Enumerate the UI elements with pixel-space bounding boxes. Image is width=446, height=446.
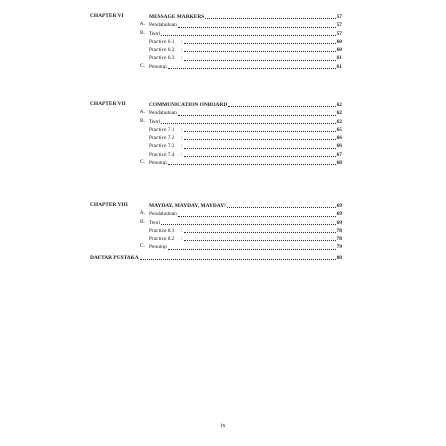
section-entry[interactable] <box>149 118 342 126</box>
practice-entry[interactable] <box>149 46 342 54</box>
entry-page: 69 <box>336 211 342 218</box>
entry-page: 79 <box>336 244 342 251</box>
practice-entry[interactable] <box>149 126 342 134</box>
entry-label: Teori <box>149 30 161 37</box>
entry-label: Penutup <box>149 244 167 251</box>
section-entry[interactable] <box>149 63 342 71</box>
dot-leader <box>227 207 336 208</box>
chapter-number: CHAPTER VII <box>90 101 126 107</box>
item-letter: A. <box>139 109 145 116</box>
entry-page: 66 <box>336 143 342 150</box>
item-letter: C. <box>140 243 145 250</box>
entry-label: Teori <box>149 219 161 226</box>
dot-leader <box>184 51 336 52</box>
entry-colon: : <box>180 143 182 150</box>
entry-label: Practice 7.1 <box>149 126 175 133</box>
chapter-title-entry[interactable] <box>149 101 342 109</box>
entry-page: 60 <box>336 38 342 45</box>
dot-leader <box>168 249 336 250</box>
item-letter: B. <box>140 117 145 124</box>
section-entry[interactable] <box>149 210 342 218</box>
entry-label: Teori <box>149 118 161 125</box>
entry-label: Penutup <box>149 63 167 70</box>
entry-page: 68 <box>336 159 342 166</box>
entry-page: 61 <box>336 63 342 70</box>
entry-page: 66 <box>336 135 342 141</box>
section-entry[interactable] <box>149 243 342 251</box>
entry-page: 60 <box>336 47 342 53</box>
entry-label: Practice 6.2 <box>149 47 175 53</box>
practice-entry[interactable] <box>149 142 342 150</box>
section-entry[interactable] <box>149 21 342 29</box>
entry-label: Pendahuluan <box>149 110 177 117</box>
dot-leader <box>228 106 335 107</box>
dot-leader <box>184 240 336 241</box>
item-letter: A. <box>139 210 145 217</box>
dot-leader <box>168 68 336 69</box>
bibliography-label: DAFTAR PUSTAKA <box>90 255 139 261</box>
section-entry[interactable] <box>149 159 342 167</box>
chapter-title-entry[interactable] <box>149 202 342 210</box>
entry-colon: : <box>180 135 182 141</box>
chapter-page: 62 <box>336 102 342 108</box>
entry-page: 67 <box>336 151 342 158</box>
section-entry[interactable] <box>149 109 342 117</box>
section-entry[interactable] <box>149 219 342 227</box>
dot-leader <box>184 148 336 149</box>
chapter-page: 69 <box>336 203 342 209</box>
entry-page: 57 <box>336 22 342 29</box>
section-entry[interactable] <box>149 30 342 38</box>
entry-colon: : <box>180 151 182 158</box>
practice-entry[interactable] <box>149 134 342 142</box>
item-letter: B. <box>140 218 145 225</box>
entry-label: Practice 8.2 <box>149 236 175 242</box>
chapter-title-entry[interactable] <box>149 13 342 21</box>
item-letter: B. <box>140 29 145 36</box>
entry-colon: : <box>180 236 182 242</box>
dot-leader <box>140 259 336 260</box>
item-letter: C. <box>140 62 145 69</box>
entry-colon: : <box>180 126 182 133</box>
entry-label: Pendahuluan <box>149 211 177 218</box>
entry-label: Penutup <box>149 159 167 166</box>
dot-leader <box>184 139 336 140</box>
entry-colon: : <box>180 38 182 45</box>
entry-colon: : <box>180 47 182 53</box>
entry-label: Practice 6.3 <box>149 55 175 62</box>
entry-page: 69 <box>336 219 342 226</box>
item-letter: C. <box>140 158 145 165</box>
item-letter: A. <box>139 21 145 28</box>
entry-page: 61 <box>336 55 342 62</box>
dot-leader <box>178 216 336 217</box>
dot-leader <box>161 35 335 36</box>
dot-leader <box>184 60 336 61</box>
bibliography-entry[interactable] <box>90 254 342 262</box>
entry-label: Practice 8.1 <box>149 227 175 234</box>
practice-entry[interactable] <box>149 54 342 62</box>
entry-label: Pendahuluan <box>149 22 177 29</box>
entry-label: Practice 7.3 <box>149 143 175 150</box>
chapter-title: MAYDAY, MAYDAY, MAYDAY! <box>149 203 226 209</box>
entry-label: Practice 7.2 <box>149 135 175 141</box>
entry-page: 78 <box>336 227 342 234</box>
practice-entry[interactable] <box>149 227 342 235</box>
dot-leader <box>184 156 336 157</box>
entry-page: 62 <box>336 118 342 125</box>
dot-leader <box>161 123 335 124</box>
practice-entry[interactable] <box>149 151 342 159</box>
entry-label: Practice 7.4 <box>149 151 175 158</box>
practice-entry[interactable] <box>149 38 342 46</box>
dot-leader <box>184 131 336 132</box>
dot-leader <box>184 232 336 233</box>
page-number: ix <box>220 423 226 429</box>
entry-page: 65 <box>336 126 342 133</box>
chapter-title: MESSAGE MARKERS <box>149 14 205 20</box>
chapter-number: CHAPTER VIII <box>90 202 128 208</box>
chapter-number: CHAPTER VI <box>90 13 124 19</box>
entry-colon: : <box>180 55 182 62</box>
entry-label: Practice 6.1 <box>149 38 175 45</box>
chapter-page: 57 <box>336 14 342 20</box>
entry-page: 78 <box>336 236 342 242</box>
dot-leader <box>205 18 335 19</box>
practice-entry[interactable] <box>149 235 342 243</box>
dot-leader <box>178 27 336 28</box>
entry-page: 57 <box>336 30 342 37</box>
entry-colon: : <box>180 227 182 234</box>
dot-leader <box>168 164 336 165</box>
dot-leader <box>161 224 335 225</box>
chapter-title: COMMUNICATION ONBOARD <box>149 102 228 108</box>
dot-leader <box>184 43 336 44</box>
entry-page: 62 <box>336 110 342 117</box>
bibliography-page: 80 <box>336 255 342 261</box>
dot-leader <box>178 115 336 116</box>
